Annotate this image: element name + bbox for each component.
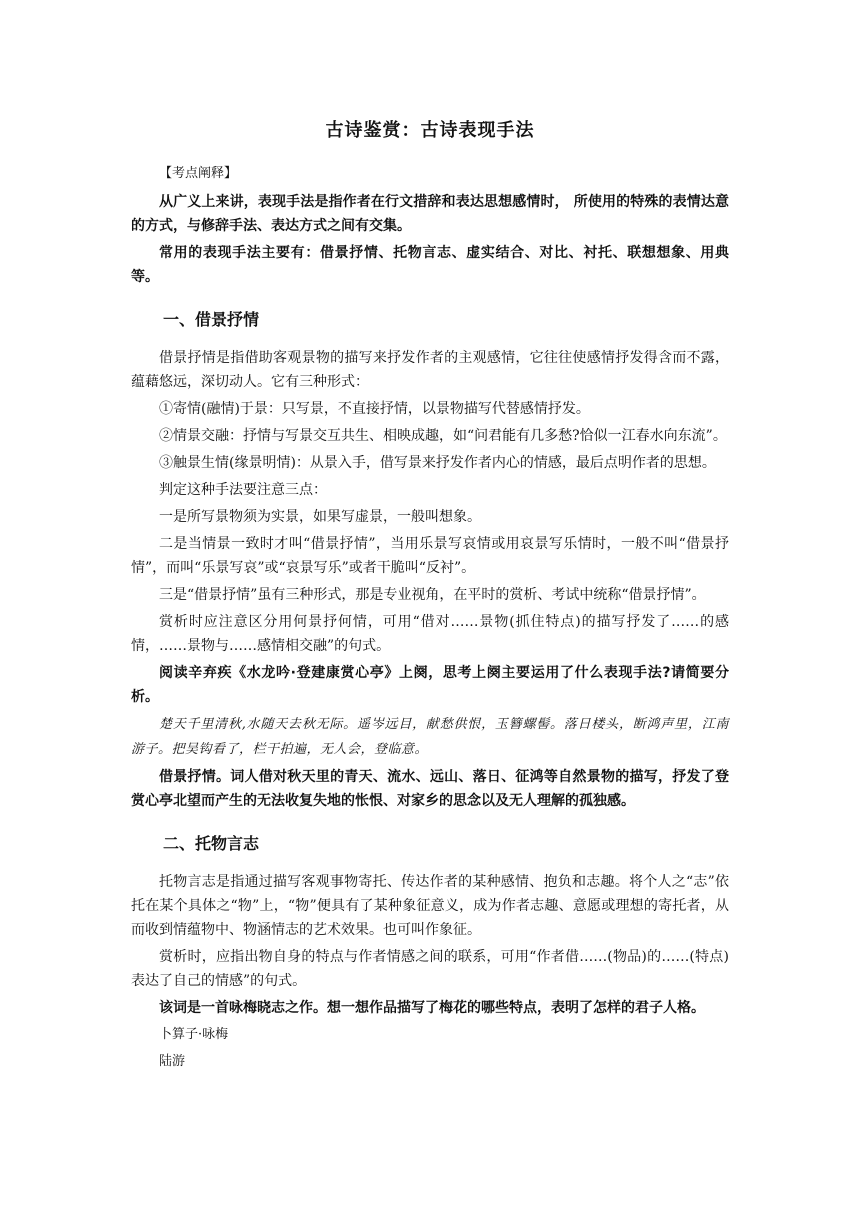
paragraph: ③触景生情(缘景明情)：从景入手，借写景来抒发作者内心的情感，最后点明作者的思想。 <box>159 455 716 471</box>
paragraph: 借景抒情是指借助客观景物的描写来抒发作者的主观感情，它往往使感情抒发得含而不露，蕴藉悠远，深切动人。它有三种形式： <box>131 350 729 390</box>
section-heading: 二、托物言志 <box>163 834 260 853</box>
paragraph: 托物言志是指通过描写客观事物寄托、传达作者的某种感情、抱负和志趣。将个人之“志”依托在某个具体之“物”上，“物”便具有了某种象征意义，成为作者志趣、意愿或理想的寄托者，从而收到情蕴物中、物涵情志的艺术效果。也可叫作象征。 <box>131 874 729 938</box>
poem-title: 卜算子·咏梅 <box>159 1027 229 1042</box>
paragraph: 赏析时，应指出物自身的特点与作者情感之间的联系，可用“作者借……(物品)的……(特点)表达了自己的情感”的句式。 <box>131 949 729 989</box>
paragraph: 二是当情景一致时才叫“借景抒情”，当用乐景写哀情或用哀景写乐情时，一般不叫“借景抒情”，而叫“乐景写哀”或“哀景写乐”或者干脆叫“反衬”。 <box>131 536 729 576</box>
paragraph: 判定这种手法要注意三点： <box>159 482 327 498</box>
section-heading: 一、借景抒情 <box>163 310 260 329</box>
paragraph: 三是“借景抒情”虽有三种形式，那是专业视角，在平时的赏析、考试中统称“借景抒情”。 <box>159 587 706 603</box>
intro-paragraph: 常用的表现手法主要有：借景抒情、托物言志、虚实结合、对比、衬托、联想想象、用典等。 <box>131 245 729 285</box>
question-paragraph: 该词是一首咏梅晓志之作。想一想作品描写了梅花的哪些特点，表明了怎样的君子人格。 <box>159 1000 705 1016</box>
document-content <box>131 116 729 1077</box>
section-label: 【考点阐释】 <box>159 166 238 181</box>
paragraph: 赏析时应注意区分用何景抒何情，可用“借对……景物(抓住特点)的描写抒发了……的感情，……景物与……感情相交融”的句式。 <box>131 614 729 654</box>
page-title: 古诗鉴赏：古诗表现手法 <box>325 120 535 141</box>
poem-text: 楚天千里清秋,水随天去秋无际。遥岑远目，献愁供恨，玉簪螺髻。落日楼头，断鸿声里，江南游子。把吴钩看了，栏干拍遍，无人会，登临意。 <box>131 717 729 757</box>
paragraph: ①寄情(融情)于景：只写景，不直接抒情，以景物描写代替感情抒发。 <box>159 401 590 417</box>
answer-paragraph: 借景抒情。词人借对秋天里的青天、流水、远山、落日、征鸿等自然景物的描写，抒发了登赏心亭北望而产生的无法收复失地的怅恨、对家乡的思念以及无人理解的孤独感。 <box>131 769 729 809</box>
question-paragraph: 阅读辛弃疾《水龙吟·登建康赏心亭》上阕，思考上阕主要运用了什么表现手法?请简要分析。 <box>131 665 729 705</box>
paragraph: ②情景交融：抒情与写景交互共生、相映成趣，如“问君能有几多愁?恰似一江春水向东流”。 <box>159 428 727 444</box>
poem-author: 陆游 <box>159 1054 186 1069</box>
intro-paragraph: 从广义上来讲，表现手法是指作者在行文措辞和表达思想感情时， 所使用的特殊的表情达意的方式，与修辞手法、表达方式之间有交集。 <box>131 194 729 234</box>
paragraph: 一是所写景物须为实景，如果写虚景，一般叫想象。 <box>159 509 481 525</box>
